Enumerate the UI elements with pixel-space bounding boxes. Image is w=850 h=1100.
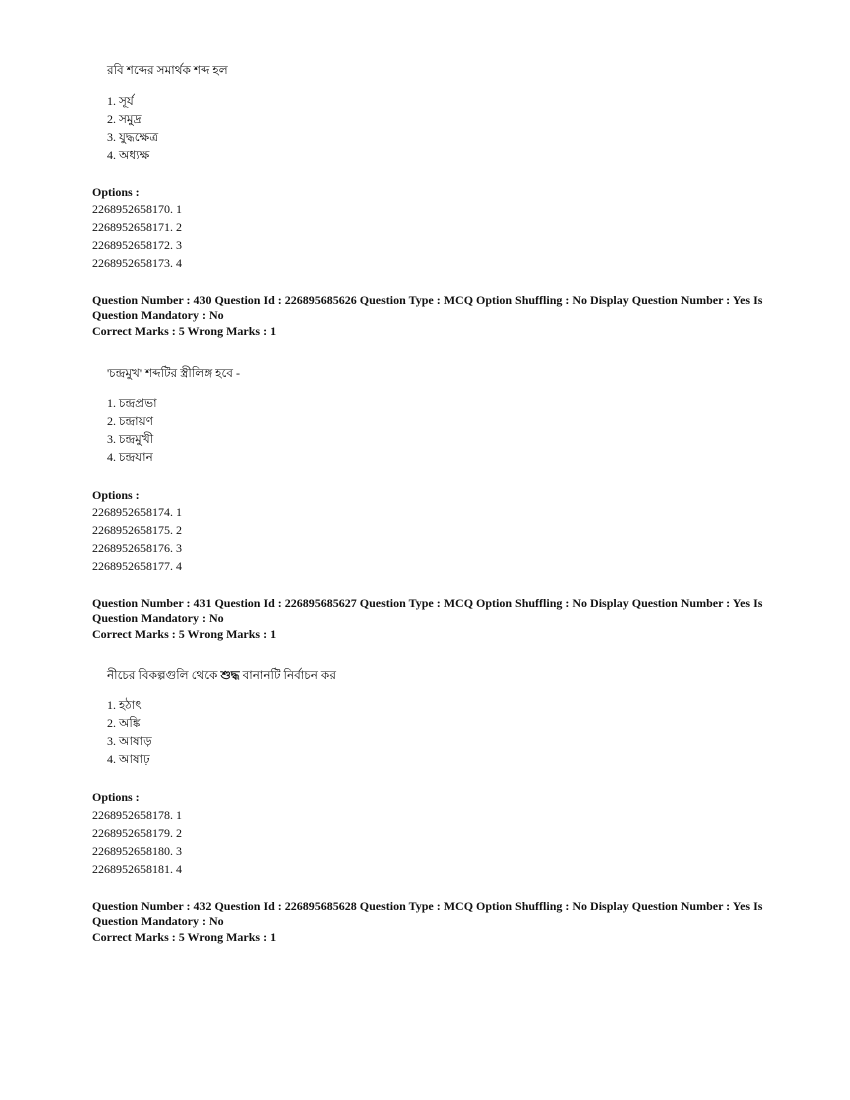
choice-item: 2. চন্দ্রায়ণ bbox=[107, 414, 153, 428]
choice-item: 1. হঠাৎ bbox=[107, 698, 142, 712]
choice-item: 3. আষাড় bbox=[107, 734, 152, 748]
choice-item: 2. অঙ্কি bbox=[107, 716, 141, 730]
option-id: 2268952658171. 2 bbox=[92, 220, 182, 234]
option-id: 2268952658175. 2 bbox=[92, 523, 182, 537]
meta-line: Question Number : 432 Question Id : 226895685628 Question Type : MCQ Option Shuffling : No Display Question Number : Yes Is bbox=[92, 899, 763, 913]
question-meta bbox=[92, 293, 772, 339]
question-text: রবি শব্দের সমার্থক শব্দ হল bbox=[107, 63, 228, 77]
option-id: 2268952658172. 3 bbox=[92, 238, 182, 252]
meta-mandatory: Question Mandatory : No bbox=[92, 611, 224, 625]
meta-marks: Correct Marks : 5 Wrong Marks : 1 bbox=[92, 930, 277, 944]
choice-item: 4. আষাঢ় bbox=[107, 752, 150, 766]
choice-item: 2. সমুদ্র bbox=[107, 112, 142, 126]
question-text: 'চন্দ্রমুখ' শব্দটির স্ত্রীলিঙ্গ হবে - bbox=[107, 366, 240, 380]
option-id: 2268952658174. 1 bbox=[92, 505, 182, 519]
option-id: 2268952658181. 4 bbox=[92, 862, 182, 876]
option-id: 2268952658180. 3 bbox=[92, 844, 182, 858]
options-heading: Options : bbox=[92, 790, 140, 804]
question-meta bbox=[92, 596, 772, 642]
meta-mandatory: Question Mandatory : No bbox=[92, 914, 224, 928]
choice-item: 3. যুদ্ধক্ষেত্র bbox=[107, 130, 159, 144]
choice-item: 4. অধ্যক্ষ bbox=[107, 148, 150, 162]
options-list bbox=[92, 806, 182, 878]
question-meta bbox=[92, 899, 772, 945]
options-list bbox=[92, 200, 182, 272]
choice-list bbox=[107, 92, 158, 164]
choice-item: 1. চন্দ্রপ্রভা bbox=[107, 396, 157, 410]
meta-line: Question Number : 430 Question Id : 226895685626 Question Type : MCQ Option Shuffling : No Display Question Number : Yes Is bbox=[92, 293, 763, 307]
meta-line: Question Number : 431 Question Id : 226895685627 Question Type : MCQ Option Shuffling : No Display Question Number : Yes Is bbox=[92, 596, 763, 610]
option-id: 2268952658176. 3 bbox=[92, 541, 182, 555]
options-heading: Options : bbox=[92, 488, 140, 502]
options-heading: Options : bbox=[92, 185, 140, 199]
option-id: 2268952658173. 4 bbox=[92, 256, 182, 270]
option-id: 2268952658170. 1 bbox=[92, 202, 182, 216]
option-id: 2268952658178. 1 bbox=[92, 808, 182, 822]
meta-marks: Correct Marks : 5 Wrong Marks : 1 bbox=[92, 324, 277, 338]
meta-mandatory: Question Mandatory : No bbox=[92, 308, 224, 322]
choice-list bbox=[107, 696, 152, 768]
choice-item: 3. চন্দ্রমুখী bbox=[107, 432, 154, 446]
question-text: নীচের বিকল্পগুলি থেকে শুদ্ধ বানানটি নির্বাচন কর bbox=[107, 668, 336, 682]
meta-marks: Correct Marks : 5 Wrong Marks : 1 bbox=[92, 627, 277, 641]
options-list bbox=[92, 503, 182, 575]
option-id: 2268952658179. 2 bbox=[92, 826, 182, 840]
option-id: 2268952658177. 4 bbox=[92, 559, 182, 573]
choice-list bbox=[107, 394, 157, 466]
choice-item: 4. চন্দ্রযান bbox=[107, 450, 153, 464]
choice-item: 1. সূর্য bbox=[107, 94, 134, 108]
